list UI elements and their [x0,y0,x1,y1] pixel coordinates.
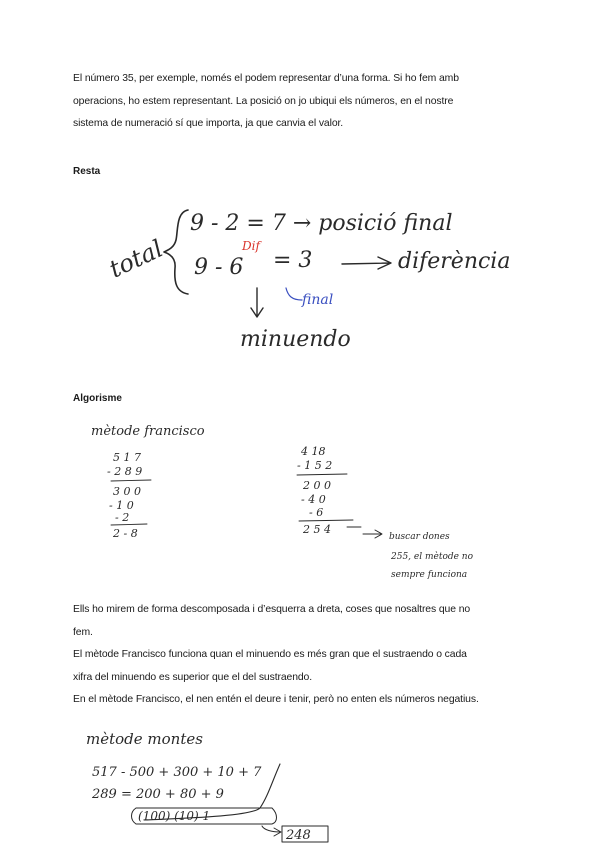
col1-line: 3 0 0 [113,485,141,498]
algorisme-note-2: 255, el mètode no [391,552,474,562]
montes-row-1: 517 - 500 + 300 + 10 + 7 [92,765,262,780]
body-line-3: El mètode Francisco funciona quan el minuendo es més gran que el sustraendo o cada [73,649,467,660]
col1-line: - 1 0 [109,499,134,512]
col2-rule [299,520,353,521]
resta-diferencia: diferència [398,249,511,274]
resta-minuendo: minuendo [240,327,351,352]
algorisme-arrow [363,530,382,538]
column-one [107,451,151,540]
montes-result: 248 [286,828,311,843]
algorisme-title: mètode francisco [91,424,205,439]
col2-line: 2 5 4 [303,523,331,536]
col1-line: - 2 8 9 [107,465,143,478]
col2-rule [297,474,347,475]
metode-montes-handwritten-image [82,722,352,848]
resta-arrow-blue [286,288,302,300]
col1-rule [111,480,151,481]
montes-row-3: (100) (10) 1 [138,809,211,823]
body-line-5: En el mètode Francisco, el nen entén el deure i tenir, però no enten els números negatius. [73,694,479,705]
col2-line: 2 0 0 [303,479,331,492]
montes-row-2: 289 = 200 + 80 + 9 [92,787,224,802]
heading-resta: Resta [73,166,101,177]
col2-line: - 6 [309,506,324,519]
column-two [297,445,382,538]
col1-line: - 2 [115,511,130,524]
intro-paragraph [73,68,528,136]
algorisme-note-3: sempre funciona [391,570,468,580]
col1-line: 2 - 8 [113,527,138,540]
col1-line: 5 1 7 [113,451,141,464]
body-line-1: Ells ho mirem de forma descomposada i d’esquerra a dreta, coses que nosaltres que no [73,604,471,615]
body-line-4: xifra del minuendo es superior que el del sustraendo. [73,671,313,683]
col2-line: - 4 0 [301,493,326,506]
montes-title: mètode montes [86,730,203,748]
resta-total-label: total [104,234,168,284]
intro-line-1: El número 35, per exemple, només el podem representar d’una forma. Si ho fem amb [73,73,459,84]
body-line-2: fem. [73,626,93,638]
resta-row-1: 9 - 2 = 7 → posició final [190,211,453,236]
algorisme-handwritten-image [85,415,515,585]
resta-arrow-down [251,288,263,317]
resta-final-label: final [302,292,334,308]
intro-line-3: sistema de numeració sí que importa, ja que canvia el valor. [73,118,344,129]
algorisme-note-1: buscar dones [389,532,450,542]
resta-arrow-right [342,257,391,269]
resta-dif-label: Dif [242,239,260,253]
col2-line: 4 18 [301,445,326,458]
resta-handwritten-image [90,192,530,357]
intro-line-2: operacions, ho estem representant. La posició on jo ubiqui els números, en el nostre [73,95,454,107]
resta-row-2: 9 - 6 [194,255,244,280]
heading-algorisme: Algorisme [73,393,122,404]
montes-arrow [262,826,281,836]
body-paragraph [73,599,528,712]
col1-rule [111,524,147,525]
col2-line: - 1 5 2 [297,459,333,472]
resta-brace [164,210,188,294]
resta-row-2-result: = 3 [273,248,313,273]
